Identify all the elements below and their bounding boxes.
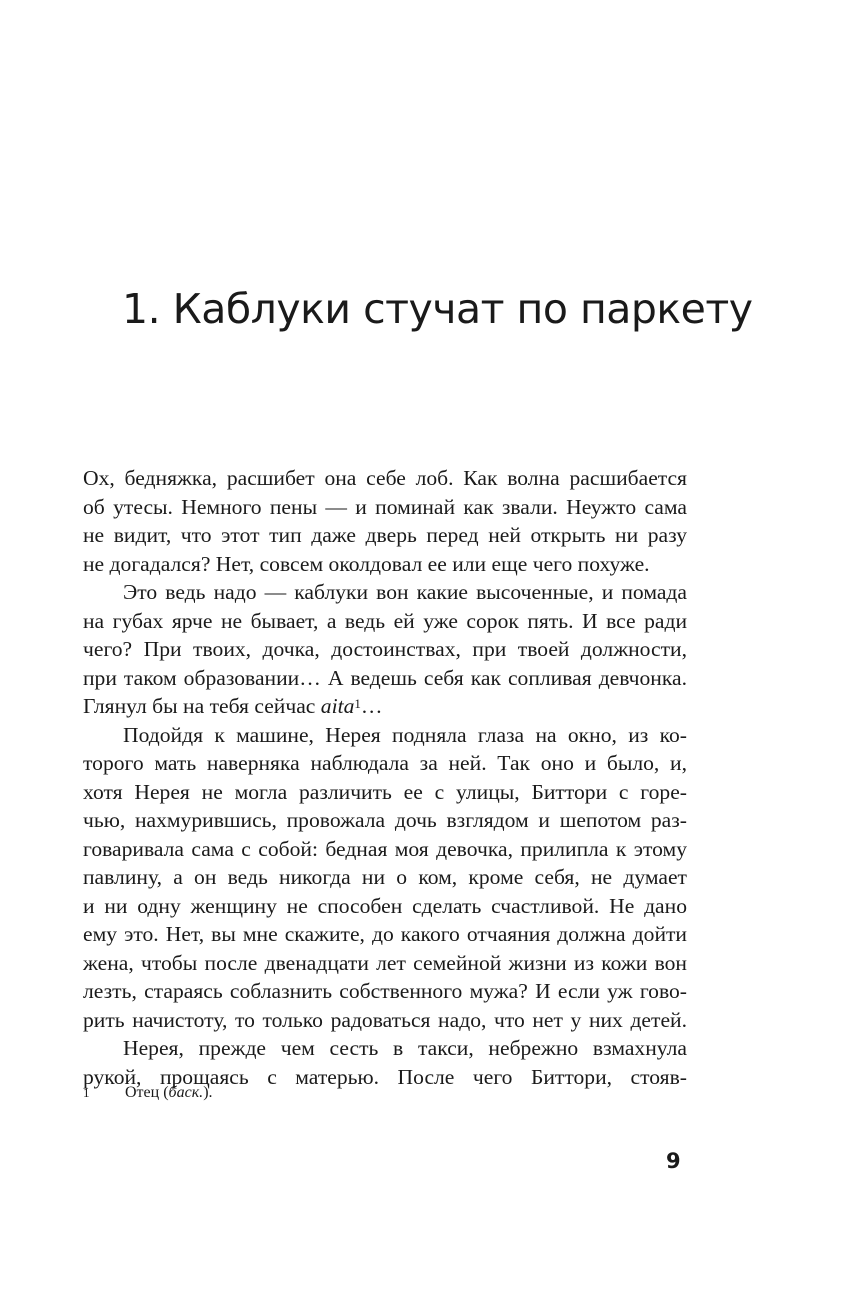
text-line: ему это. Нет, вы мне скажите, до какого отчаяния должна дойти [83,922,687,946]
text-line: лезть, стараясь соблазнить собственного мужа? И если уж гово- [83,979,687,1003]
page-number: 9 [666,1149,681,1173]
text-line: на губах ярче не бывает, а ведь ей уже сорок пять. И все ради [83,608,687,633]
text-line: об утесы. Немного пены — и поминай как звали. Неужто сама [83,494,687,519]
text-line: рить начистоту, то только радоваться надо, что нет у них детей. [83,1007,687,1032]
text-line: чью, нахмурившись, провожала дочь взглядом и шепотом раз- [83,808,687,832]
footnote-text: ). [203,1084,213,1101]
footnote-text: Отец ( [125,1084,169,1101]
text-line: чего? При твоих, дочка, достоинствах, при твоей должности, [83,637,687,661]
body-text [83,464,687,1091]
footnote [83,1083,213,1103]
chapter-title: 1. Каблуки стучат по паркету [122,285,753,333]
text-line: Ох, бедняжка, расшибет она себе лоб. Как волна расшибается [83,466,687,490]
text-line: не видит, что этот тип даже дверь перед ней открыть ни разу [83,523,687,547]
text-line: не догадался? Нет, совсем околдовал ее или еще чего похуже. [83,551,650,576]
text-line: при таком образовании… А ведешь себя как сопливая девчонка. [83,665,687,690]
text-line [83,692,687,721]
italic-word: aita [320,694,355,718]
text-segment: … [360,694,383,718]
text-line: Нерея, прежде чем сесть в такси, небрежно взмахнула [123,1036,687,1060]
text-line: рукой, прощаясь с матерью. После чего Биттори, стояв- [83,1064,687,1089]
text-line: жена, чтобы после двенадцати лет семейной жизни из кожи вон [83,950,687,975]
text-line: хотя Нерея не могла различить ее с улицы, Биттори с горе- [83,779,687,804]
text-line: говаривала сама с собой: бедная моя девочка, прилипла к этому [83,836,687,861]
text-line: и ни одну женщину не способен сделать счастливой. Не дано [83,893,687,918]
text-line: Это ведь надо — каблуки вон какие высоченные, и помада [123,580,687,604]
text-line: Подойдя к машине, Нерея подняла глаза на окно, из ко- [123,722,687,747]
footnote-number: 1 [83,1085,90,1100]
footnote-italic: баск. [168,1084,204,1101]
footnote-reference[interactable]: 1 [354,696,361,711]
text-segment: Глянул бы на тебя сейчас [83,694,321,718]
text-line: павлину, а он ведь никогда ни о ком, кроме себя, не думает [83,865,687,889]
text-line: торого мать наверняка наблюдала за ней. Так оно и было, и, [83,751,687,775]
